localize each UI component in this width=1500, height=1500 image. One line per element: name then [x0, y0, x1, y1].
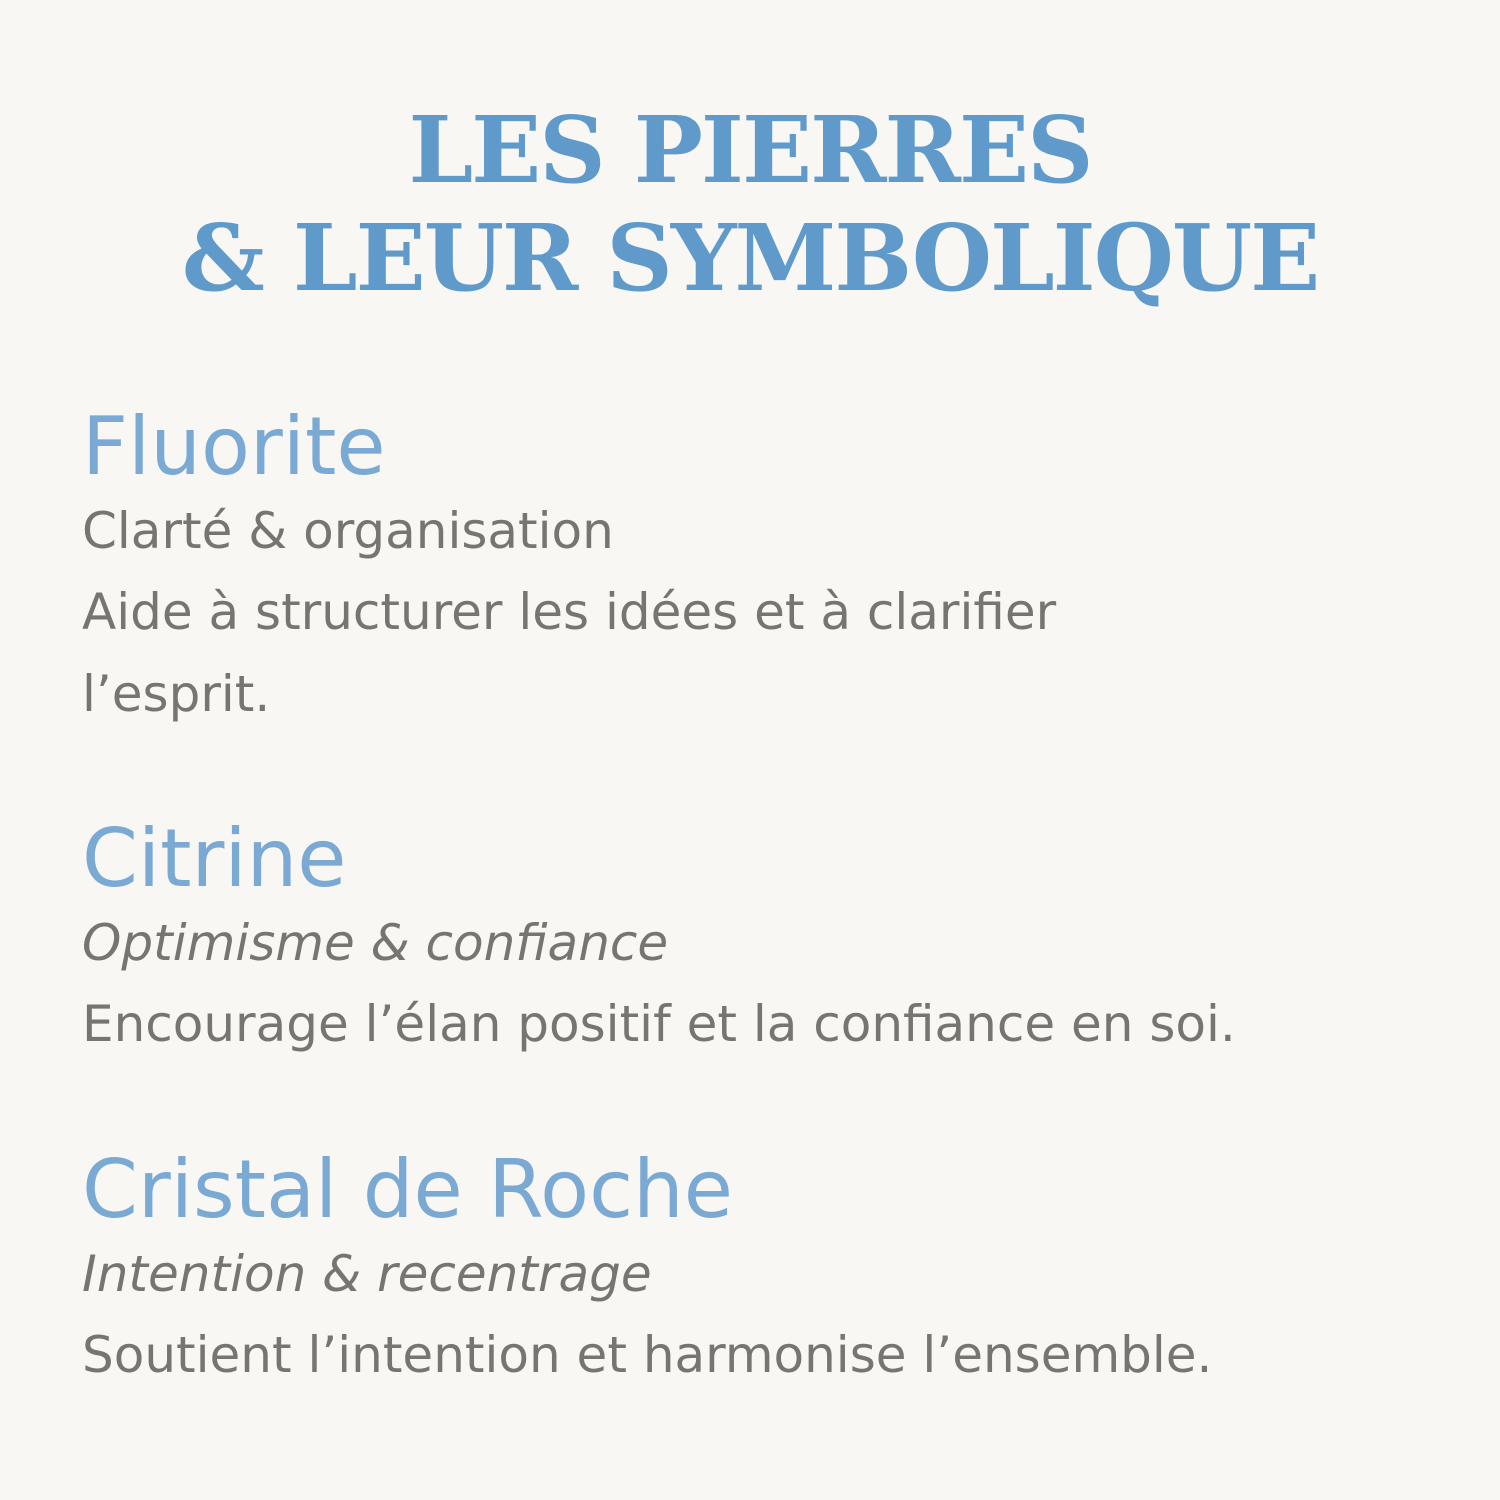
stone-theme: Intention & recentrage	[82, 1245, 652, 1303]
stone-description	[82, 571, 1462, 735]
stone-description	[82, 1314, 1462, 1396]
stone-name: Cristal de Roche	[82, 1143, 733, 1236]
stone-section-cristal-de-roche	[82, 1143, 1462, 1396]
stone-name: Citrine	[82, 812, 347, 905]
title-line-2: & LEUR SYMBOLIQUE	[181, 204, 1319, 312]
stone-description-line: Encourage l’élan positif et la confiance en soi.	[82, 995, 1236, 1053]
stone-description-line: Soutient l’intention et harmonise l’ensemble.	[82, 1326, 1213, 1384]
page-title	[0, 96, 1500, 312]
stone-description-line: Aide à structurer les idées et à clarifier	[82, 583, 1057, 641]
title-line-1: LES PIERRES	[408, 96, 1092, 204]
stone-name: Fluorite	[82, 400, 386, 493]
stone-description-line: l’esprit.	[82, 665, 271, 723]
stone-section-citrine	[82, 812, 1462, 1065]
stone-theme: Clarté & organisation	[82, 502, 614, 560]
stone-theme: Optimisme & confiance	[82, 914, 669, 972]
stone-section-fluorite	[82, 400, 1462, 735]
stone-description	[82, 983, 1462, 1065]
